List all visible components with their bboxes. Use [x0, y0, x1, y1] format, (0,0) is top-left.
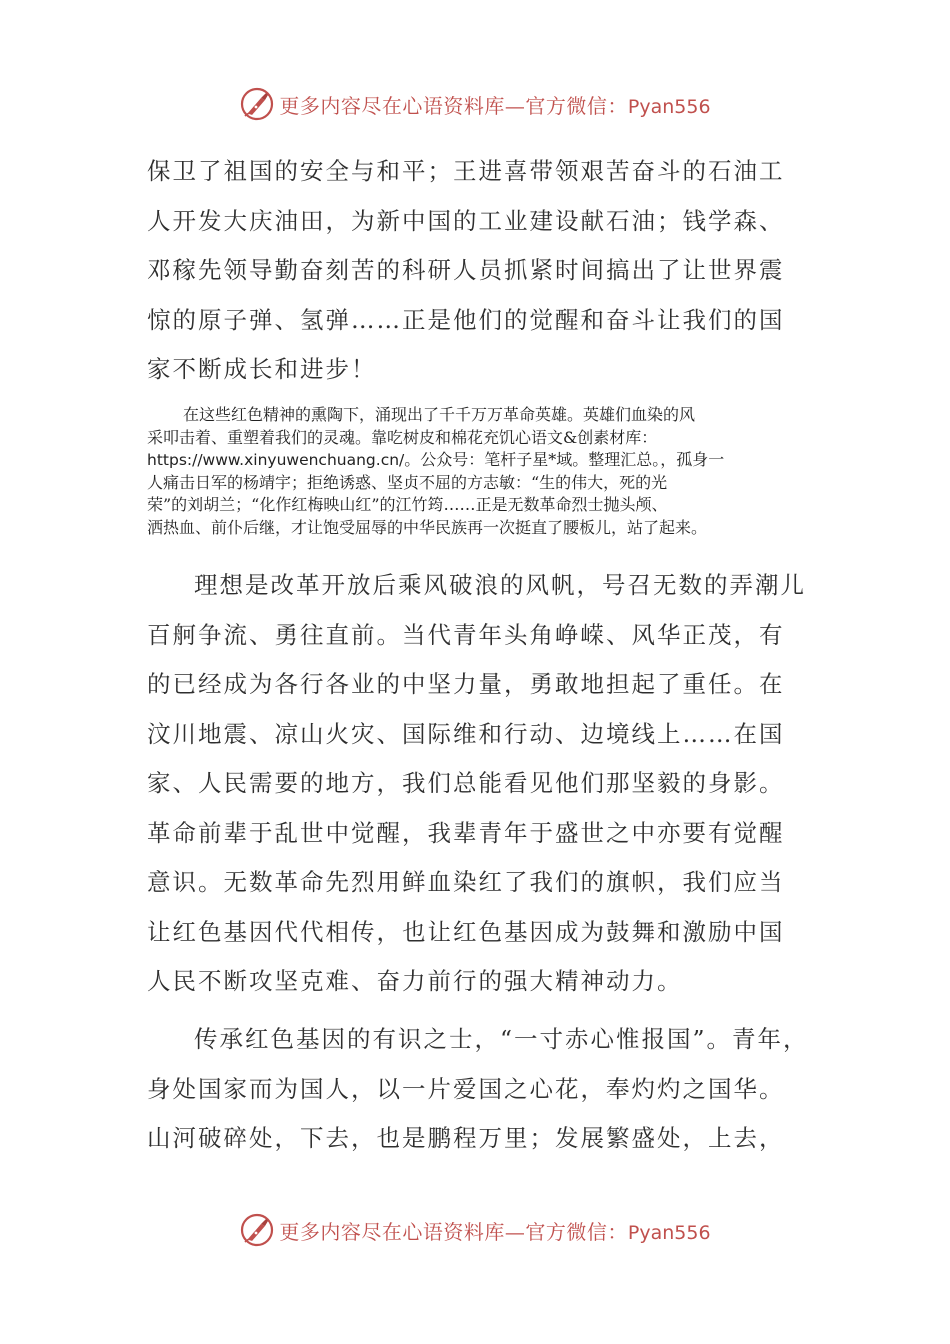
paragraph-line: 百舸争流、勇往直前。当代青年头角峥嵘、风华正茂，有	[147, 620, 785, 649]
paragraph-line: 人痛击日军的杨靖宇；拒绝诱惑、坚贞不屈的方志敏：“生的伟大，死的光	[147, 472, 668, 492]
paragraph-line: 在这些红色精神的熏陶下，涌现出了千千万万革命英雄。英雄们血染的风	[183, 405, 696, 424]
paragraph-3	[147, 561, 807, 1007]
paragraph-line: 汶川地震、凉山火灾、国际维和行动、边境线上……在国	[147, 719, 785, 748]
paragraph-4	[147, 1015, 807, 1164]
paragraph-line: 保卫了祖国的安全与和平；王进喜带领艰苦奋斗的石油工	[147, 157, 785, 185]
fountain-pen-logo-icon	[239, 86, 275, 122]
paragraph-line: 邓稼先领导勤奋刻苦的科研人员抓紧时间搞出了让世界震	[147, 256, 785, 284]
paragraph-line: 山河破碎处，下去，也是鹏程万里；发展繁盛处，上去，	[147, 1124, 785, 1152]
paragraph-line: 让红色基因代代相传，也让红色基因成为鼓舞和激励中国	[147, 917, 785, 946]
header-banner-text: 更多内容尽在心语资料库—官方微信：Pyan556	[279, 93, 711, 118]
paragraph-line: 洒热血、前仆后继，才让饱受屈辱的中华民族再一次挺直了腰板儿，站了起来。	[147, 517, 708, 537]
header-wechat-handle: Pyan556	[627, 95, 711, 118]
paragraph-line: 传承红色基因的有识之士，“一寸赤心惟报国”。青年，	[194, 1025, 809, 1053]
paragraph-line: 意识。无数革命先烈用鲜血染红了我们的旗帜，我们应当	[147, 868, 785, 896]
header-banner	[0, 84, 950, 124]
paragraph-line: 家、人民需要的地方，我们总能看见他们那坚毅的身影。	[147, 769, 785, 797]
paragraph-line: 理想是改革开放后乘风破浪的风帆，号召无数的弄潮儿	[194, 571, 806, 599]
footer-banner	[0, 1210, 950, 1250]
paragraph-line: 家不断成长和进步！	[147, 355, 377, 383]
paragraph-line: 荣”的刘胡兰；“化作红梅映山红”的江竹筠……正是无数革命烈士抛头颅、	[147, 495, 668, 514]
paragraph-line: 采叩击着、重塑着我们的灵魂。靠吃树皮和棉花充饥心语文&创素材库：	[147, 427, 658, 447]
paragraph-line: 革命前辈于乱世中觉醒，我辈青年于盛世之中亦要有觉醒	[147, 818, 785, 847]
paragraph-line: 人开发大庆油田，为新中国的工业建设献石油；钱学森、	[147, 206, 785, 235]
fountain-pen-logo-icon	[239, 1212, 275, 1248]
paragraph-line: 的已经成为各行各业的中坚力量，勇敢地担起了重任。在	[147, 670, 785, 698]
paragraph-1	[147, 147, 807, 395]
paragraph-line: 身处国家而为国人，以一片爱国之心花，奉灼灼之国华。	[147, 1074, 785, 1103]
footer-wechat-handle: Pyan556	[627, 1221, 711, 1244]
source-url: https://www.xinyuwenchuang.cn/	[147, 451, 405, 469]
paragraph-line: 惊的原子弹、氢弹……正是他们的觉醒和奋斗让我们的国	[147, 305, 785, 334]
paragraph-2	[147, 404, 815, 539]
paragraph-line-with-url: https://www.xinyuwenchuang.cn/。公众号：笔杆子星*域。整理汇总。，孤身一	[147, 450, 725, 469]
footer-banner-text: 更多内容尽在心语资料库—官方微信：Pyan556	[279, 1219, 711, 1244]
paragraph-line: 人民不断攻坚克难、奋力前行的强大精神动力。	[147, 967, 683, 995]
